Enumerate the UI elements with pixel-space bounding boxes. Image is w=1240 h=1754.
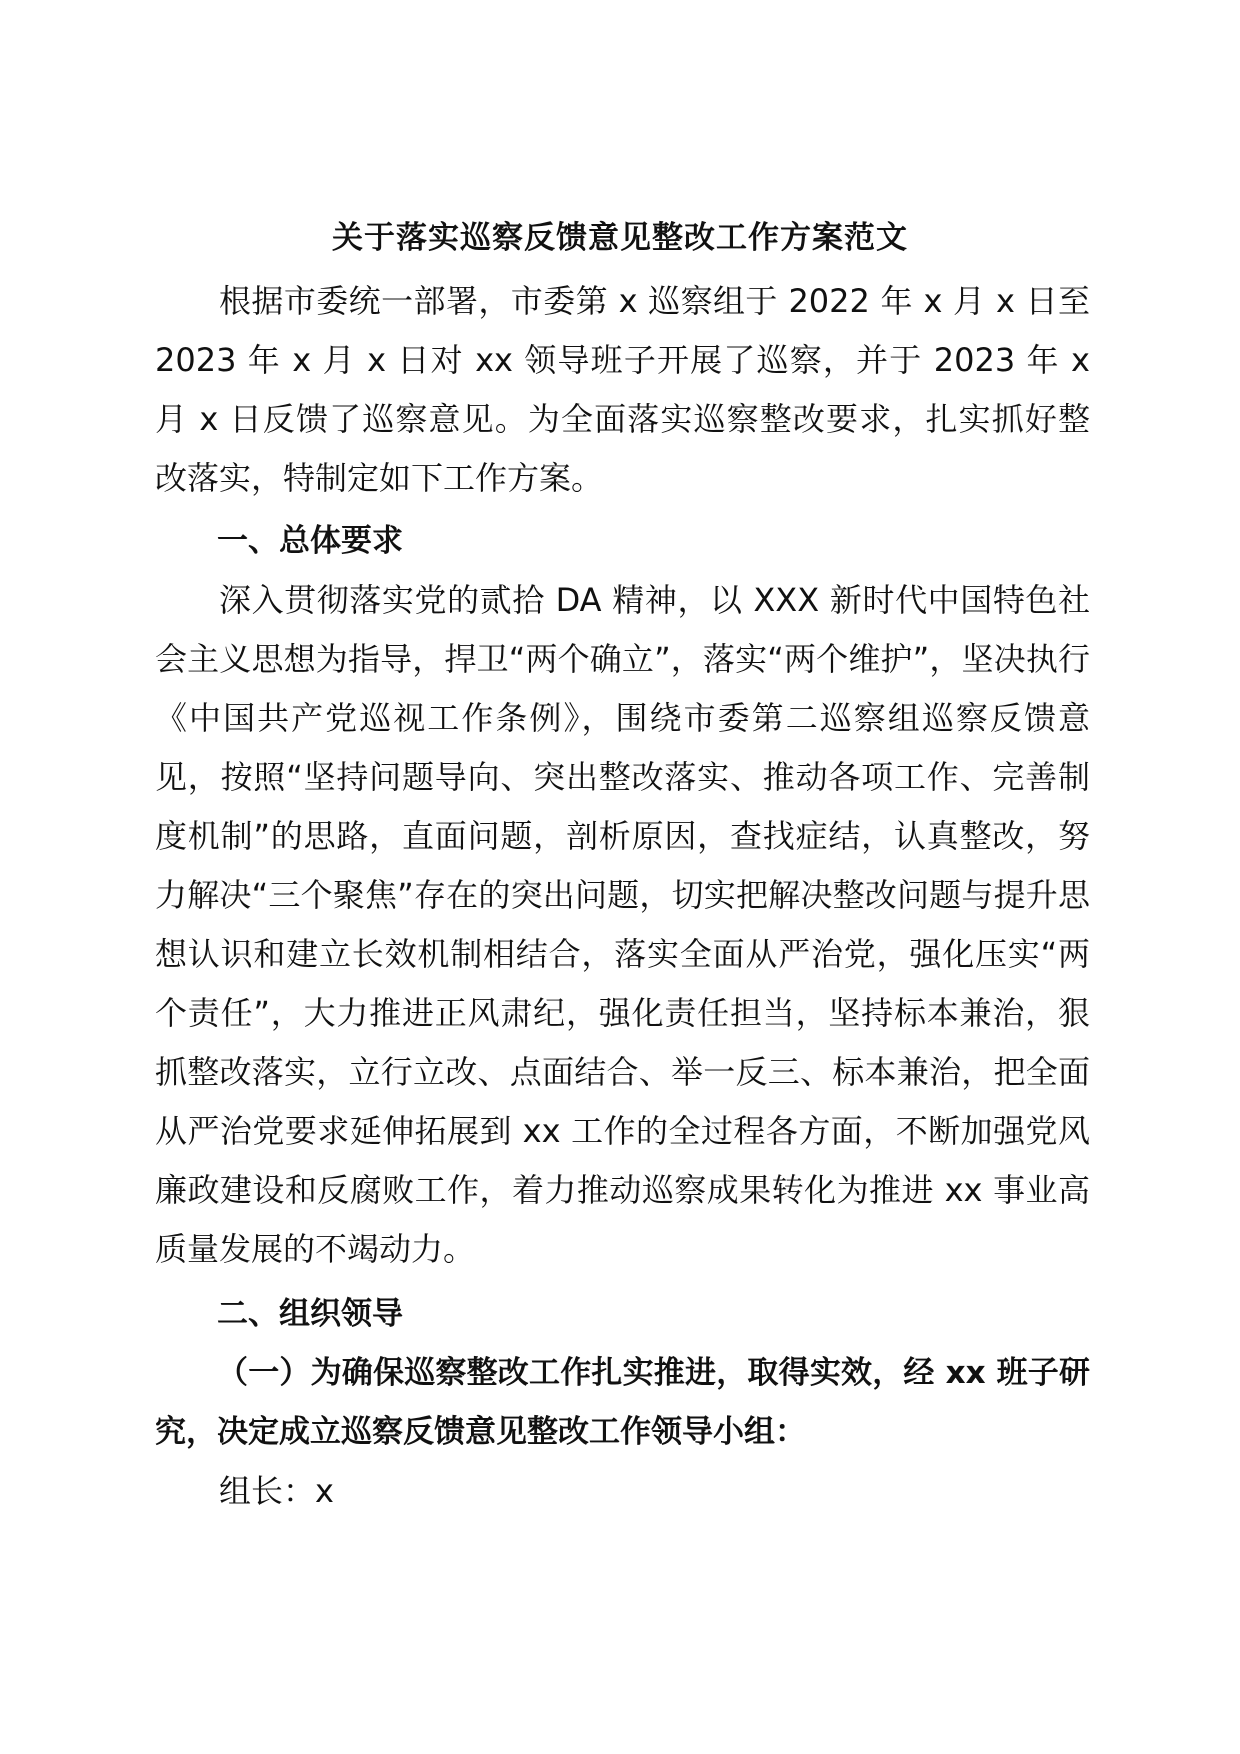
sub-heading-leading-group: （一）为确保巡察整改工作扎实推进，取得实效，经 xx 班子研究，决定成立巡察反馈意见整改工作领导小组： <box>155 1355 1090 1450</box>
document-title: 关于落实巡察反馈意见整改工作方案范文 <box>332 220 908 256</box>
intro-paragraph: 根据市委统一部署，市委第 x 巡察组于 2022 年 x 月 x 日至 2023 年 x 月 x 日对 xx 领导班子开展了巡察，并于 2023 年 x 月 x 日反馈了巡察意见。为全面落实巡察整改要求，扎实抓好整改落实，特制定如下工作方案。 <box>155 282 1090 497</box>
section-heading-organization: 二、组织领导 <box>217 1296 403 1332</box>
section-paragraph-general-requirements: 深入贯彻落实党的贰拾 DA 精神，以 XXX 新时代中国特色社会主义思想为指导，捍卫“两个确立”，落实“两个维护”，坚决执行《中国共产党巡视工作条例》，围绕市委第二巡察组巡察反馈意见，按照“坚持问题导向、突出整改落实、推动各项工作、完善制度机制”的思路，直面问题，剖析原因，查找症结，认真整改，努力解决“三个聚焦”存在的突出问题，切实把解决整改问题与提升思想认识和建立长效机制相结合，落实全面从严治党，强化压实“两个责任”，大力推进正风肃纪，强化责任担当，坚持标本兼治，狠抓整改落实，立行立改、点面结合、举一反三、标本兼治，把全面从严治党要求延伸拓展到 xx 工作的全过程各方面，不断加强党风廉政建设和反腐败工作，着力推动巡察成果转化为推进 xx 事业高质量发展的不竭动力。 <box>155 581 1090 1268</box>
document-body <box>155 272 1090 1521</box>
section-heading-general-requirements: 一、总体要求 <box>217 523 403 559</box>
group-leader-line: 组长：x <box>219 1472 334 1510</box>
